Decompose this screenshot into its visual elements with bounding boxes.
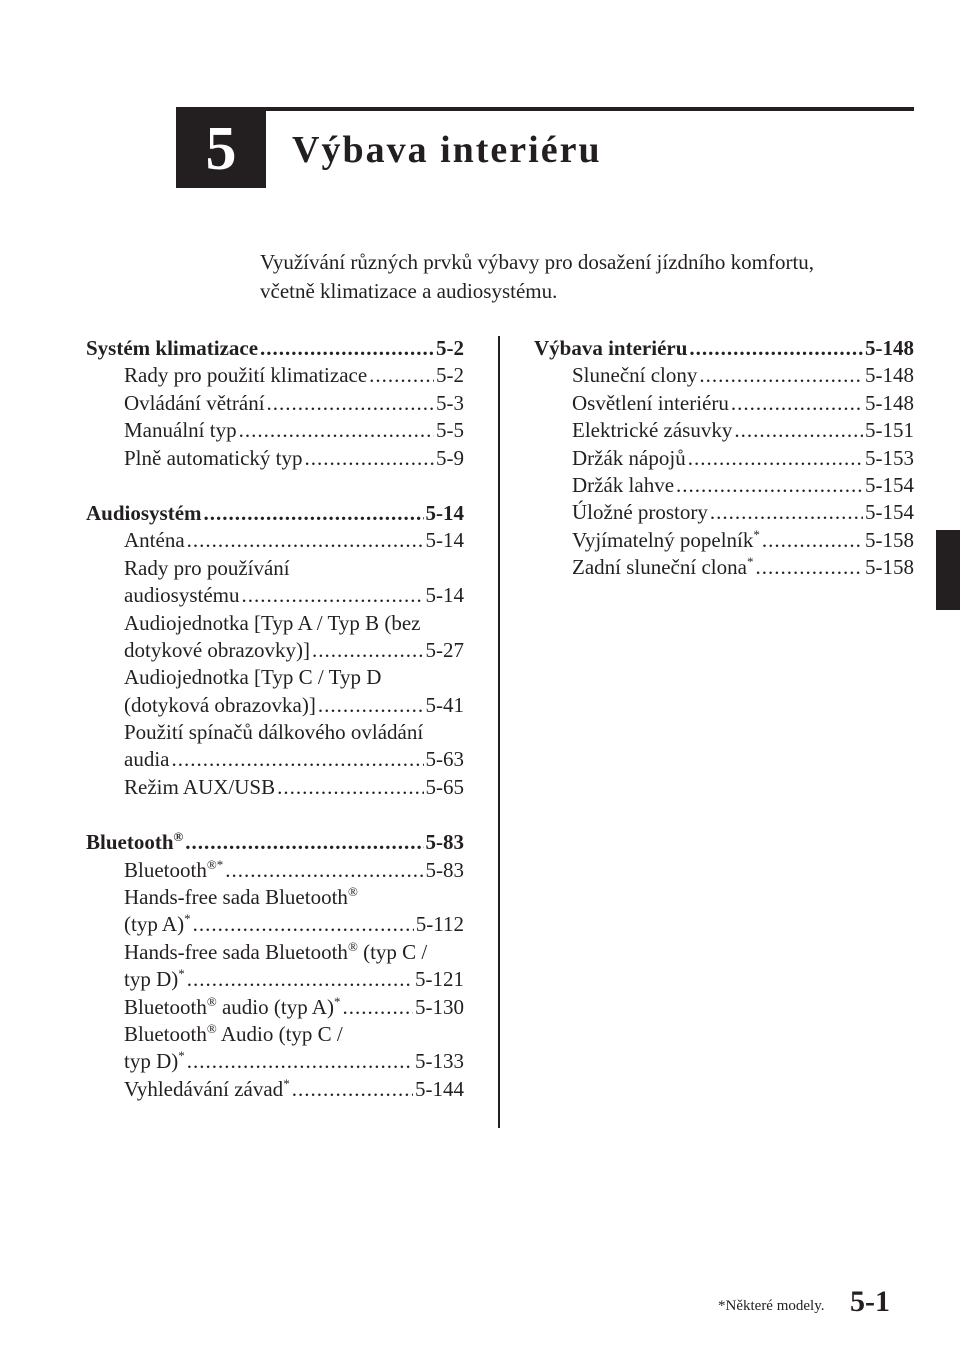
toc-left-column bbox=[86, 336, 464, 1132]
toc-entry-text: Osvětlení interiéru bbox=[572, 390, 729, 415]
toc-entry[interactable] bbox=[534, 500, 914, 527]
toc-section bbox=[534, 336, 914, 583]
toc-page-number: 5-63 bbox=[425, 747, 464, 772]
toc-entry[interactable] bbox=[534, 391, 914, 418]
toc-page-number: 5-9 bbox=[436, 445, 464, 470]
toc-entry-text: Systém klimatizace bbox=[86, 336, 259, 360]
chapter-number: 5 bbox=[176, 110, 266, 188]
toc-entry[interactable] bbox=[534, 418, 914, 445]
dot-leader bbox=[689, 336, 863, 361]
toc-entry[interactable] bbox=[534, 446, 914, 473]
toc-section-heading[interactable] bbox=[86, 501, 464, 528]
dot-leader bbox=[318, 693, 424, 718]
toc-section bbox=[86, 830, 464, 1104]
toc-page-number: 5-83 bbox=[425, 830, 464, 855]
dot-leader bbox=[204, 501, 424, 526]
toc-page-number: 5-5 bbox=[436, 418, 464, 443]
dot-leader bbox=[710, 500, 863, 525]
toc-entry-continuation bbox=[86, 940, 464, 967]
toc-entry-text: Elektrické zásuvky bbox=[572, 418, 733, 443]
toc-entry-text: Bluetooth® bbox=[86, 829, 184, 855]
toc-entry-continuation bbox=[86, 885, 464, 912]
toc-page-number: 5-112 bbox=[415, 912, 464, 937]
toc-entry[interactable] bbox=[86, 446, 464, 473]
toc-page-number: 5-158 bbox=[865, 527, 914, 552]
column-divider bbox=[498, 336, 500, 1128]
toc-page-number: 5-65 bbox=[425, 774, 464, 799]
chapter-tab-marker bbox=[936, 530, 960, 610]
dot-leader bbox=[699, 363, 863, 388]
toc-page-number: 5-148 bbox=[865, 363, 914, 388]
chapter-rule bbox=[176, 107, 914, 111]
toc-entry[interactable] bbox=[86, 775, 464, 802]
toc-entry-text: Audiosystém bbox=[86, 500, 202, 525]
toc-page-number: 5-83 bbox=[425, 857, 464, 882]
toc-page-number: 5-133 bbox=[415, 1049, 464, 1074]
dot-leader bbox=[731, 391, 863, 416]
dot-leader bbox=[304, 446, 434, 471]
toc-section-heading[interactable] bbox=[86, 830, 464, 857]
toc-page-number: 5-158 bbox=[865, 555, 914, 580]
toc-entry-text: Úložné prostory bbox=[572, 500, 708, 525]
toc-entry-text: typ D)* bbox=[124, 1048, 185, 1074]
toc-right-column bbox=[534, 336, 914, 611]
toc-page-number: 5-151 bbox=[865, 418, 914, 443]
dot-leader bbox=[267, 391, 434, 416]
toc-page-number: 5-154 bbox=[865, 500, 914, 525]
chapter-intro bbox=[260, 248, 900, 306]
toc-entry-text: Režim AUX/USB bbox=[124, 774, 276, 799]
toc-section bbox=[86, 501, 464, 802]
dot-leader bbox=[734, 418, 863, 443]
toc-entry[interactable] bbox=[534, 473, 914, 500]
toc-entry-text: Hands-free sada Bluetooth® bbox=[124, 884, 358, 910]
dot-leader bbox=[277, 775, 423, 800]
toc-entry-text: Výbava interiéru bbox=[534, 336, 688, 360]
intro-line: Využívání různých prvků výbavy pro dosažení jízdního komfortu, bbox=[260, 250, 815, 274]
toc-entry[interactable] bbox=[86, 418, 464, 445]
footnote: *Některé modely. bbox=[718, 1298, 825, 1314]
toc-entry[interactable] bbox=[534, 555, 914, 582]
dot-leader bbox=[312, 638, 423, 663]
toc-entry[interactable] bbox=[86, 391, 464, 418]
toc-entry-text: Vyjímatelný popelník* bbox=[572, 526, 760, 552]
toc-entry-text: Použití spínačů dálkového ovládání bbox=[124, 720, 424, 745]
toc-entry-text: Držák lahve bbox=[572, 472, 675, 497]
dot-leader bbox=[676, 473, 863, 498]
toc-entry-text: Držák nápojů bbox=[572, 445, 686, 470]
dot-leader bbox=[171, 747, 423, 772]
toc-entry-continuation bbox=[86, 611, 464, 638]
toc-entry-text: Bluetooth®* bbox=[124, 856, 224, 882]
toc-entry[interactable] bbox=[86, 967, 464, 994]
toc-entry-text: dotykové obrazovky)] bbox=[124, 637, 311, 662]
toc-page-number: 5-14 bbox=[425, 528, 464, 553]
toc-entry-text: Rady pro používání bbox=[124, 555, 290, 580]
toc-entry-text: Sluneční clony bbox=[572, 363, 698, 388]
toc-entry[interactable] bbox=[534, 528, 914, 555]
intro-line: včetně klimatizace a audiosystému. bbox=[260, 279, 558, 303]
toc-page-number: 5-3 bbox=[436, 390, 464, 415]
dot-leader bbox=[187, 967, 413, 992]
toc-entry-text: Audiojednotka [Typ A / Typ B (bez bbox=[124, 610, 421, 635]
toc-entry[interactable] bbox=[86, 1049, 464, 1076]
dot-leader bbox=[755, 555, 863, 580]
toc-entry[interactable] bbox=[86, 747, 464, 774]
toc-entry-text: Vyhledávání závad* bbox=[124, 1075, 290, 1101]
toc-entry-text: Bluetooth® audio (typ A)* bbox=[124, 993, 341, 1019]
toc-entry[interactable] bbox=[86, 583, 464, 610]
toc-entry[interactable] bbox=[534, 363, 914, 390]
toc-entry-text: Ovládání větrání bbox=[124, 390, 265, 415]
dot-leader bbox=[688, 446, 863, 471]
toc-entry-text: audiosystému bbox=[124, 583, 240, 608]
toc-page-number: 5-14 bbox=[425, 500, 464, 525]
toc-entry-continuation bbox=[86, 556, 464, 583]
toc-entry-text: (dotyková obrazovka)] bbox=[124, 692, 316, 717]
dot-leader bbox=[225, 858, 423, 883]
toc-entry[interactable] bbox=[86, 363, 464, 390]
toc-page-number: 5-144 bbox=[415, 1076, 464, 1101]
dot-leader bbox=[187, 1049, 413, 1074]
toc-page-number: 5-14 bbox=[425, 583, 464, 608]
dot-leader bbox=[242, 583, 424, 608]
toc-page-number: 5-130 bbox=[415, 994, 464, 1019]
toc-entry[interactable] bbox=[86, 1077, 464, 1104]
toc-entry-continuation bbox=[86, 1022, 464, 1049]
toc-entry-text: Anténa bbox=[124, 528, 185, 553]
toc-entry-text: Hands-free sada Bluetooth® (typ C / bbox=[124, 938, 428, 964]
page-number: 5-1 bbox=[850, 1285, 890, 1318]
toc-entry-text: Manuální typ bbox=[124, 418, 237, 443]
toc-entry-continuation bbox=[86, 720, 464, 747]
dot-leader bbox=[239, 418, 434, 443]
toc-entry-text: typ D)* bbox=[124, 966, 185, 992]
toc-entry[interactable] bbox=[86, 638, 464, 665]
dot-leader bbox=[260, 336, 434, 361]
toc-page-number: 5-148 bbox=[865, 390, 914, 415]
toc-page-number: 5-153 bbox=[865, 445, 914, 470]
toc-entry-text: Zadní sluneční clona* bbox=[572, 554, 754, 580]
toc-entry-text: Bluetooth® Audio (typ C / bbox=[124, 1020, 343, 1046]
dot-leader bbox=[185, 830, 423, 855]
dot-leader bbox=[369, 363, 434, 388]
dot-leader bbox=[762, 528, 863, 553]
toc-page-number: 5-2 bbox=[436, 336, 464, 360]
toc-page-number: 5-154 bbox=[865, 472, 914, 497]
toc-section-heading[interactable] bbox=[86, 336, 464, 363]
dot-leader bbox=[187, 528, 424, 553]
toc-entry-text: Audiojednotka [Typ C / Typ D bbox=[124, 665, 382, 690]
toc-page-number: 5-27 bbox=[425, 637, 464, 662]
toc-entry-continuation bbox=[86, 665, 464, 692]
toc-entry-text: Rady pro použití klimatizace bbox=[124, 363, 368, 388]
toc-entry[interactable] bbox=[86, 528, 464, 555]
chapter-title: Výbava interiéru bbox=[292, 129, 602, 171]
dot-leader bbox=[342, 995, 413, 1020]
dot-leader bbox=[292, 1077, 413, 1102]
toc-entry[interactable] bbox=[86, 693, 464, 720]
toc-page-number: 5-148 bbox=[865, 336, 914, 360]
toc-entry-text: Plně automatický typ bbox=[124, 445, 303, 470]
toc-entry-text: audia bbox=[124, 747, 170, 772]
toc-entry-text: (typ A)* bbox=[124, 911, 191, 937]
toc-entry[interactable] bbox=[86, 995, 464, 1022]
toc-section bbox=[86, 336, 464, 473]
toc-page-number: 5-2 bbox=[436, 363, 464, 388]
toc-entry[interactable] bbox=[86, 858, 464, 885]
toc-section-heading[interactable] bbox=[534, 336, 914, 363]
toc-page-number: 5-41 bbox=[425, 692, 464, 717]
toc-page-number: 5-121 bbox=[415, 967, 464, 992]
toc-entry[interactable] bbox=[86, 912, 464, 939]
dot-leader bbox=[193, 912, 414, 937]
